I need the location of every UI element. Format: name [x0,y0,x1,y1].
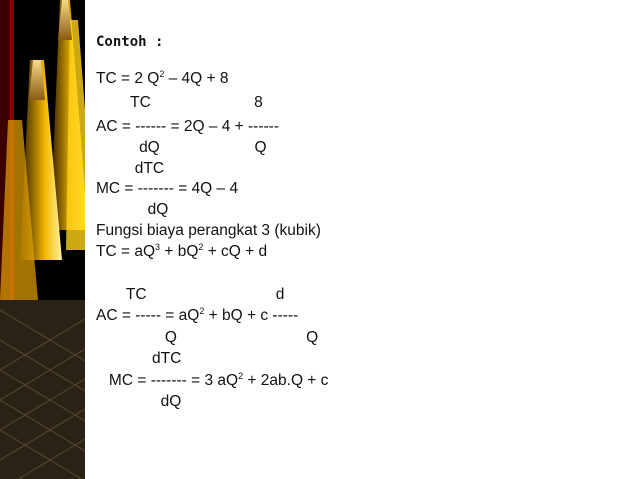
formula-line-3: AC = ------ = 2Q – 4 + ------ [96,118,279,135]
slide-title: Contoh : [96,34,164,50]
formula-line-1: TC = 2 $Q^2 - 4Q + 8$ [96,69,229,87]
formula-line-5: dTC [96,160,165,177]
formula-line-2: TC 8 [96,94,263,111]
formula-line-10: TC d [96,286,285,303]
formula-line-14: MC = ------- = 3 $aQ^2 + 2ab.Q + c$ [96,371,329,389]
formula-line-4: dQ Q [96,139,267,156]
formula-line-7: dQ [96,201,169,218]
formula-line-6: MC = ------- = 4Q – 4 [96,180,239,197]
formula-line-8: Fungsi biaya perangkat 3 (kubik) [96,222,321,239]
formula-line-15: dQ [96,393,182,410]
formula-line-9: TC = $aQ^3 + bQ^2$ + cQ + d [96,242,268,260]
formula-line-11: AC = ----- = $aQ^2$ + bQ + c ----- [96,306,299,324]
formula-line-13: dTC [96,350,182,367]
formula-line-12: Q Q [96,329,319,346]
